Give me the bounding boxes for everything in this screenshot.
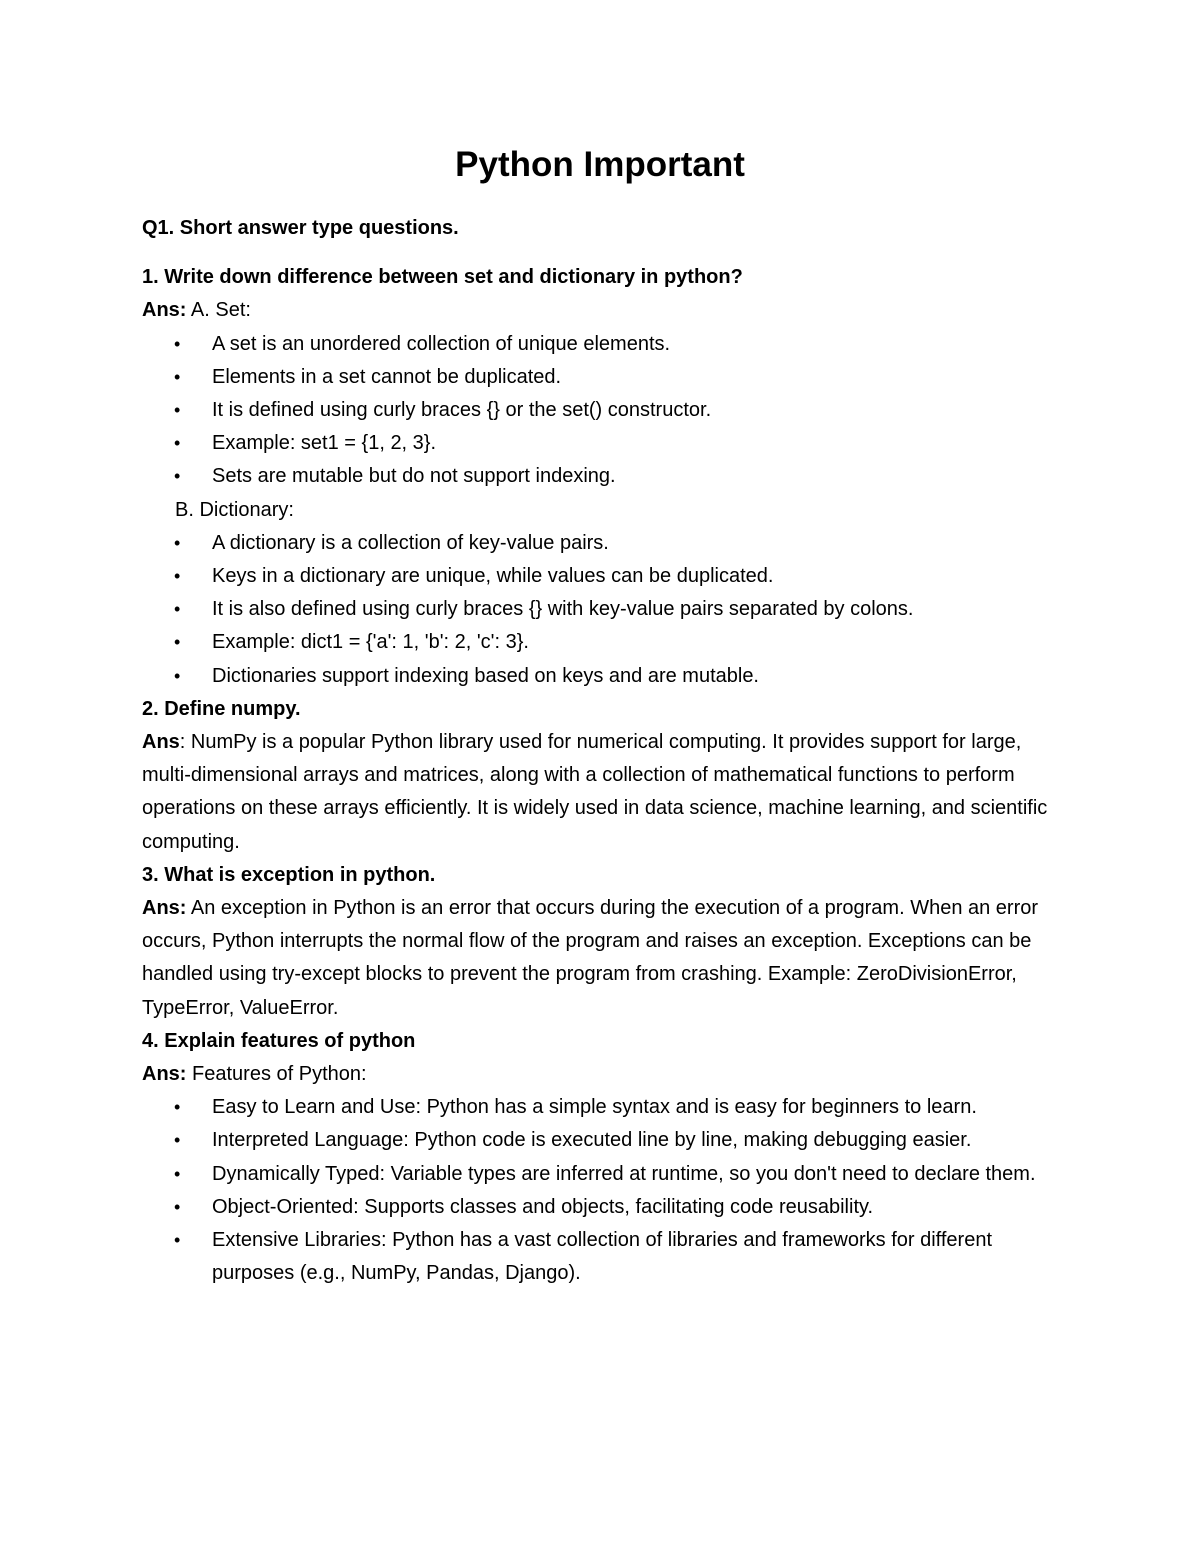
page-title: Python Important — [455, 145, 745, 184]
bullet-icon: • — [174, 333, 181, 354]
bullet-icon: • — [174, 466, 181, 487]
list-item: • Example: dict1 = {'a': 1, 'b': 2, 'c': 3}. — [142, 626, 1062, 659]
question-2-answer: Ans: NumPy is a popular Python library used for numerical computing. It provides support for large, multi-dimensional arrays and matrices, along with a collection of mathematical functions to perform operations on these arrays efficiently. It is widely used in data science, machine learning, and scientific computing. — [142, 731, 1048, 853]
question-1-answer-intro — [142, 294, 1062, 327]
question-3-answer: Ans: An exception in Python is an error that occurs during the execution of a program. When an error occurs, Python interrupts the normal flow of the program and raises an exception. Exceptions can be handled using try-except blocks to prevent the program from crashing. Example: ZeroDivisionError, TypeError, ValueError. — [142, 897, 1039, 1019]
list-item: • A set is an unordered collection of unique elements. — [142, 328, 1062, 361]
set-points-list — [142, 328, 1062, 494]
question-1-heading: 1. Write down difference between set and dictionary in python? — [142, 266, 743, 289]
bullet-icon: • — [174, 599, 181, 620]
dictionary-points-list — [142, 527, 1062, 693]
list-item: • Keys in a dictionary are unique, while values can be duplicated. — [142, 560, 1062, 593]
list-item: • It is defined using curly braces {} or the set() constructor. — [142, 394, 1062, 427]
section-heading: Q1. Short answer type questions. — [142, 217, 459, 239]
list-item: • Sets are mutable but do not support indexing. — [142, 460, 1062, 493]
question-4-answer-intro: Ans: Features of Python: — [142, 1063, 367, 1086]
list-item: • Dictionaries support indexing based on keys and are mutable. — [142, 660, 1062, 693]
document-body — [142, 212, 1062, 1291]
list-item: • Easy to Learn and Use: Python has a simple syntax and is easy for beginners to learn. — [142, 1091, 1062, 1124]
set-label: A. Set: — [190, 299, 251, 322]
bullet-icon: • — [174, 1130, 181, 1151]
list-item: • It is also defined using curly braces {} with key-value pairs separated by colons. — [142, 593, 1062, 626]
list-item: • Object-Oriented: Supports classes and objects, facilitating code reusability. — [142, 1191, 1062, 1224]
list-item: • Example: set1 = {1, 2, 3}. — [142, 427, 1062, 460]
features-list — [142, 1091, 1062, 1290]
list-item: • Interpreted Language: Python code is executed line by line, making debugging easier. — [142, 1124, 1062, 1157]
ans-label: Ans: — [142, 299, 187, 322]
bullet-icon: • — [174, 1196, 181, 1217]
dictionary-label: B. Dictionary: — [175, 498, 294, 521]
bullet-icon: • — [174, 433, 181, 454]
bullet-icon: • — [174, 1163, 181, 1184]
bullet-icon: • — [174, 665, 181, 686]
ans-label: Ans — [142, 731, 180, 754]
list-item: • Dynamically Typed: Variable types are inferred at runtime, so you don't need to declare them. — [142, 1158, 1062, 1191]
bullet-icon: • — [174, 532, 181, 553]
question-4-heading: 4. Explain features of python — [142, 1029, 416, 1052]
bullet-icon: • — [174, 566, 181, 587]
ans-label: Ans: — [142, 1063, 187, 1086]
bullet-icon: • — [174, 1230, 181, 1251]
bullet-icon: • — [174, 400, 181, 421]
ans-label: Ans: — [142, 897, 187, 920]
question-2-heading: 2. Define numpy. — [142, 697, 301, 720]
list-item: • A dictionary is a collection of key-value pairs. — [142, 527, 1062, 560]
bullet-icon: • — [174, 366, 181, 387]
list-item: • Elements in a set cannot be duplicated. — [142, 361, 1062, 394]
bullet-icon: • — [174, 1097, 181, 1118]
bullet-icon: • — [174, 632, 181, 653]
question-3-heading: 3. What is exception in python. — [142, 863, 436, 886]
list-item: • Extensive Libraries: Python has a vast collection of libraries and frameworks for different purposes (e.g., NumPy, Pandas, Django). — [142, 1224, 1062, 1290]
